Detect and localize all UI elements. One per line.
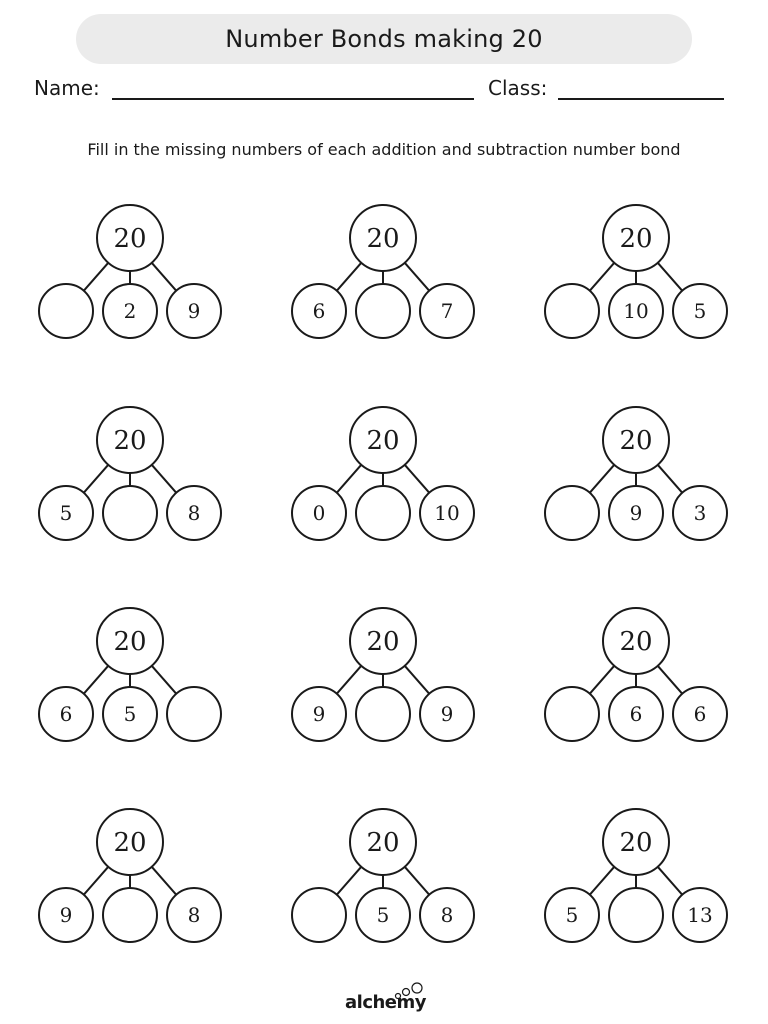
worksheet-title: Number Bonds making 20	[225, 25, 543, 53]
number-bond	[545, 407, 727, 540]
bond-connector-line	[337, 666, 361, 694]
bond-part-number: 5	[565, 903, 579, 927]
bond-part-number: 10	[623, 299, 649, 323]
bond-whole-number: 20	[113, 627, 147, 657]
bond-connector-line	[152, 867, 176, 895]
bond-part-number: 3	[693, 501, 707, 525]
bond-part-blank[interactable]	[545, 486, 599, 540]
bond-part-number: 5	[376, 903, 390, 927]
number-bond	[292, 205, 474, 338]
bond-connector-line	[658, 263, 682, 291]
bond-connector-line	[337, 263, 361, 291]
bond-connector-line	[337, 465, 361, 493]
bond-part-number: 9	[187, 299, 201, 323]
bond-whole-number: 20	[619, 828, 653, 858]
bond-part-number: 9	[440, 702, 454, 726]
number-bond	[292, 608, 474, 741]
bond-part-blank[interactable]	[356, 486, 410, 540]
bond-connector-line	[152, 666, 176, 694]
bond-part-number: 2	[123, 299, 137, 323]
bond-part-number: 6	[693, 702, 707, 726]
bond-connector-line	[337, 867, 361, 895]
bond-whole-number: 20	[366, 627, 400, 657]
bubbles-icon	[392, 982, 432, 1012]
bond-whole-number: 20	[366, 828, 400, 858]
bond-connector-line	[658, 666, 682, 694]
bond-part-number: 9	[59, 903, 73, 927]
bond-part-number: 9	[312, 702, 326, 726]
bond-part-number: 10	[434, 501, 460, 525]
bond-whole-number: 20	[113, 828, 147, 858]
alchemy-logo	[0, 982, 768, 1022]
bond-part-number: 0	[312, 501, 326, 525]
bond-connector-line	[152, 465, 176, 493]
bond-connector-line	[658, 465, 682, 493]
bond-whole-number: 20	[113, 224, 147, 254]
bond-part-blank[interactable]	[292, 888, 346, 942]
bond-connector-line	[590, 666, 614, 694]
bond-part-blank[interactable]	[103, 486, 157, 540]
bond-connector-line	[405, 666, 429, 694]
bond-connector-line	[590, 465, 614, 493]
number-bond	[545, 608, 727, 741]
bond-connector-line	[84, 465, 108, 493]
class-label: Class:	[488, 76, 548, 100]
bond-part-blank[interactable]	[545, 284, 599, 338]
bond-whole-number: 20	[619, 224, 653, 254]
bond-connector-line	[405, 465, 429, 493]
bond-connector-line	[405, 867, 429, 895]
number-bond	[545, 809, 727, 942]
bond-part-number: 7	[440, 299, 454, 323]
logo-text: alchemy	[345, 992, 426, 1013]
bond-part-number: 5	[123, 702, 137, 726]
bond-whole-number: 20	[619, 426, 653, 456]
number-bond	[39, 608, 221, 741]
bond-part-number: 6	[59, 702, 73, 726]
bond-connector-line	[590, 867, 614, 895]
instruction-text: Fill in the missing numbers of each addition and subtraction number bond	[87, 140, 681, 159]
bond-part-number: 8	[187, 903, 201, 927]
bond-connector-line	[84, 867, 108, 895]
number-bond	[39, 205, 221, 338]
bond-part-number: 9	[629, 501, 643, 525]
bond-part-number: 5	[693, 299, 707, 323]
bond-whole-number: 20	[113, 426, 147, 456]
bond-connector-line	[658, 867, 682, 895]
bond-part-blank[interactable]	[545, 687, 599, 741]
bond-part-number: 8	[440, 903, 454, 927]
bond-part-number: 6	[312, 299, 326, 323]
bond-part-number: 5	[59, 501, 73, 525]
number-bond	[545, 205, 727, 338]
bond-connector-line	[84, 666, 108, 694]
bond-part-number: 8	[187, 501, 201, 525]
bond-part-number: 13	[687, 903, 713, 927]
name-label: Name:	[34, 76, 100, 100]
bond-part-number: 6	[629, 702, 643, 726]
bond-connector-line	[405, 263, 429, 291]
number-bond	[39, 407, 221, 540]
bond-part-blank[interactable]	[103, 888, 157, 942]
bond-part-blank[interactable]	[609, 888, 663, 942]
bond-connector-line	[84, 263, 108, 291]
number-bond	[39, 809, 221, 942]
bond-part-blank[interactable]	[356, 284, 410, 338]
bond-connector-line	[590, 263, 614, 291]
bond-part-blank[interactable]	[167, 687, 221, 741]
bond-whole-number: 20	[366, 426, 400, 456]
bond-whole-number: 20	[366, 224, 400, 254]
bond-whole-number: 20	[619, 627, 653, 657]
bond-part-blank[interactable]	[39, 284, 93, 338]
number-bond	[292, 407, 474, 540]
number-bond	[292, 809, 474, 942]
bond-connector-line	[152, 263, 176, 291]
bond-part-blank[interactable]	[356, 687, 410, 741]
